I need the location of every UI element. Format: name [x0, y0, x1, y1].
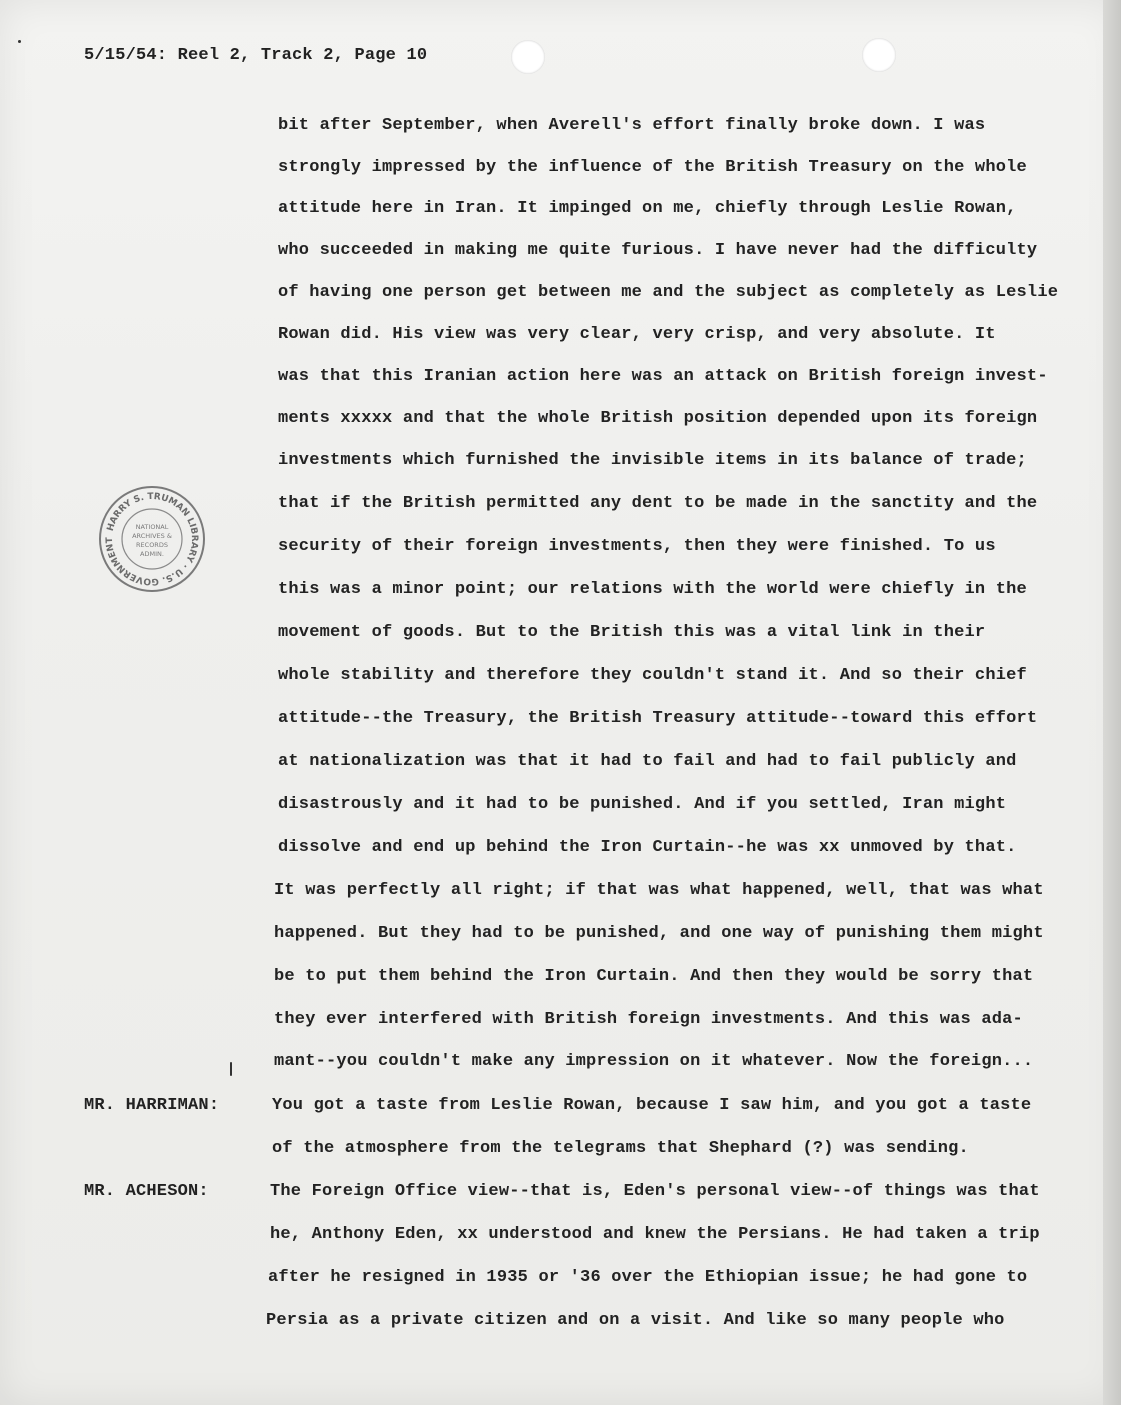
punch-hole-left — [511, 40, 545, 74]
body-line-14: whole stability and therefore they couldn't stand it. And so their chief — [278, 666, 1027, 685]
harriman-line-2: of the atmosphere from the telegrams that Shephard (?) was sending. — [272, 1139, 969, 1158]
body-line-15: attitude--the Treasury, the British Treasury attitude--toward this effort — [278, 709, 1038, 728]
stamp-center-line-2: ARCHIVES & — [132, 532, 172, 540]
body-line-12: this was a minor point; our relations with the world were chiefly in the — [278, 580, 1027, 599]
acheson-line-3: after he resigned in 1935 or '36 over the Ethiopian issue; he had gone to — [268, 1268, 1028, 1287]
body-line-3: attitude here in Iran. It impinged on me, chiefly through Leslie Rowan, — [278, 199, 1017, 218]
body-line-16: at nationalization was that it had to fail and had to fail publicly and — [278, 752, 1017, 771]
body-line-7: was that this Iranian action here was an attack on British foreign invest- — [278, 367, 1048, 386]
harriman-line-1: You got a taste from Leslie Rowan, because I saw him, and you got a taste — [272, 1096, 1032, 1115]
body-line-6: Rowan did. His view was very clear, very crisp, and very absolute. It — [278, 325, 996, 344]
punch-hole-right — [862, 38, 896, 72]
body-line-18: dissolve and end up behind the Iron Curtain--he was xx unmoved by that. — [278, 838, 1017, 857]
stamp-center-line-3: RECORDS — [136, 541, 168, 549]
body-line-19: It was perfectly all right; if that was what happened, well, that was what — [274, 881, 1044, 900]
body-line-2: strongly impressed by the influence of the British Treasury on the whole — [278, 158, 1027, 177]
body-line-13: movement of goods. But to the British this was a vital link in their — [278, 623, 986, 642]
body-line-4: who succeeded in making me quite furious. I have never had the difficulty — [278, 241, 1038, 260]
body-line-22: they ever interfered with British foreign investments. And this was ada- — [274, 1010, 1023, 1029]
speaker-label-acheson: MR. ACHESON: — [84, 1182, 209, 1201]
stamp-center-line-1: NATIONAL — [135, 523, 169, 531]
body-line-10: that if the British permitted any dent to be made in the sanctity and the — [278, 494, 1038, 513]
page-header: 5/15/54: Reel 2, Track 2, Page 10 — [84, 46, 428, 65]
library-stamp-seal — [97, 484, 207, 594]
body-line-5: of having one person get between me and the subject as completely as Leslie — [278, 283, 1059, 302]
body-line-9: investments which furnished the invisible items in its balance of trade; — [278, 451, 1027, 470]
scan-mark — [230, 1062, 232, 1076]
acheson-line-2: he, Anthony Eden, xx understood and knew the Persians. He had taken a trip — [270, 1225, 1040, 1244]
body-line-11: security of their foreign investments, then they were finished. To us — [278, 537, 996, 556]
stamp-center-line-4: ADMIN. — [140, 550, 164, 558]
acheson-line-4: Persia as a private citizen and on a visit. And like so many people who — [266, 1311, 1005, 1330]
page-edge-shadow — [1103, 0, 1121, 1405]
body-line-1: bit after September, when Averell's effort finally broke down. I was — [278, 116, 986, 135]
body-line-21: be to put them behind the Iron Curtain. And then they would be sorry that — [274, 967, 1034, 986]
body-line-17: disastrously and it had to be punished. And if you settled, Iran might — [278, 795, 1007, 814]
body-line-23: mant--you couldn't make any impression on it whatever. Now the foreign... — [274, 1052, 1034, 1071]
body-line-8: ments xxxxx and that the whole British position depended upon its foreign — [278, 409, 1038, 428]
scan-speck — [18, 40, 21, 43]
speaker-label-harriman: MR. HARRIMAN: — [84, 1096, 220, 1115]
acheson-line-1: The Foreign Office view--that is, Eden's personal view--of things was that — [270, 1182, 1040, 1201]
stamp-ring-text: HARRY S. TRUMAN LIBRARY · U.S. GOVERNMENT — [104, 491, 200, 587]
body-line-20: happened. But they had to be punished, and one way of punishing them might — [274, 924, 1044, 943]
